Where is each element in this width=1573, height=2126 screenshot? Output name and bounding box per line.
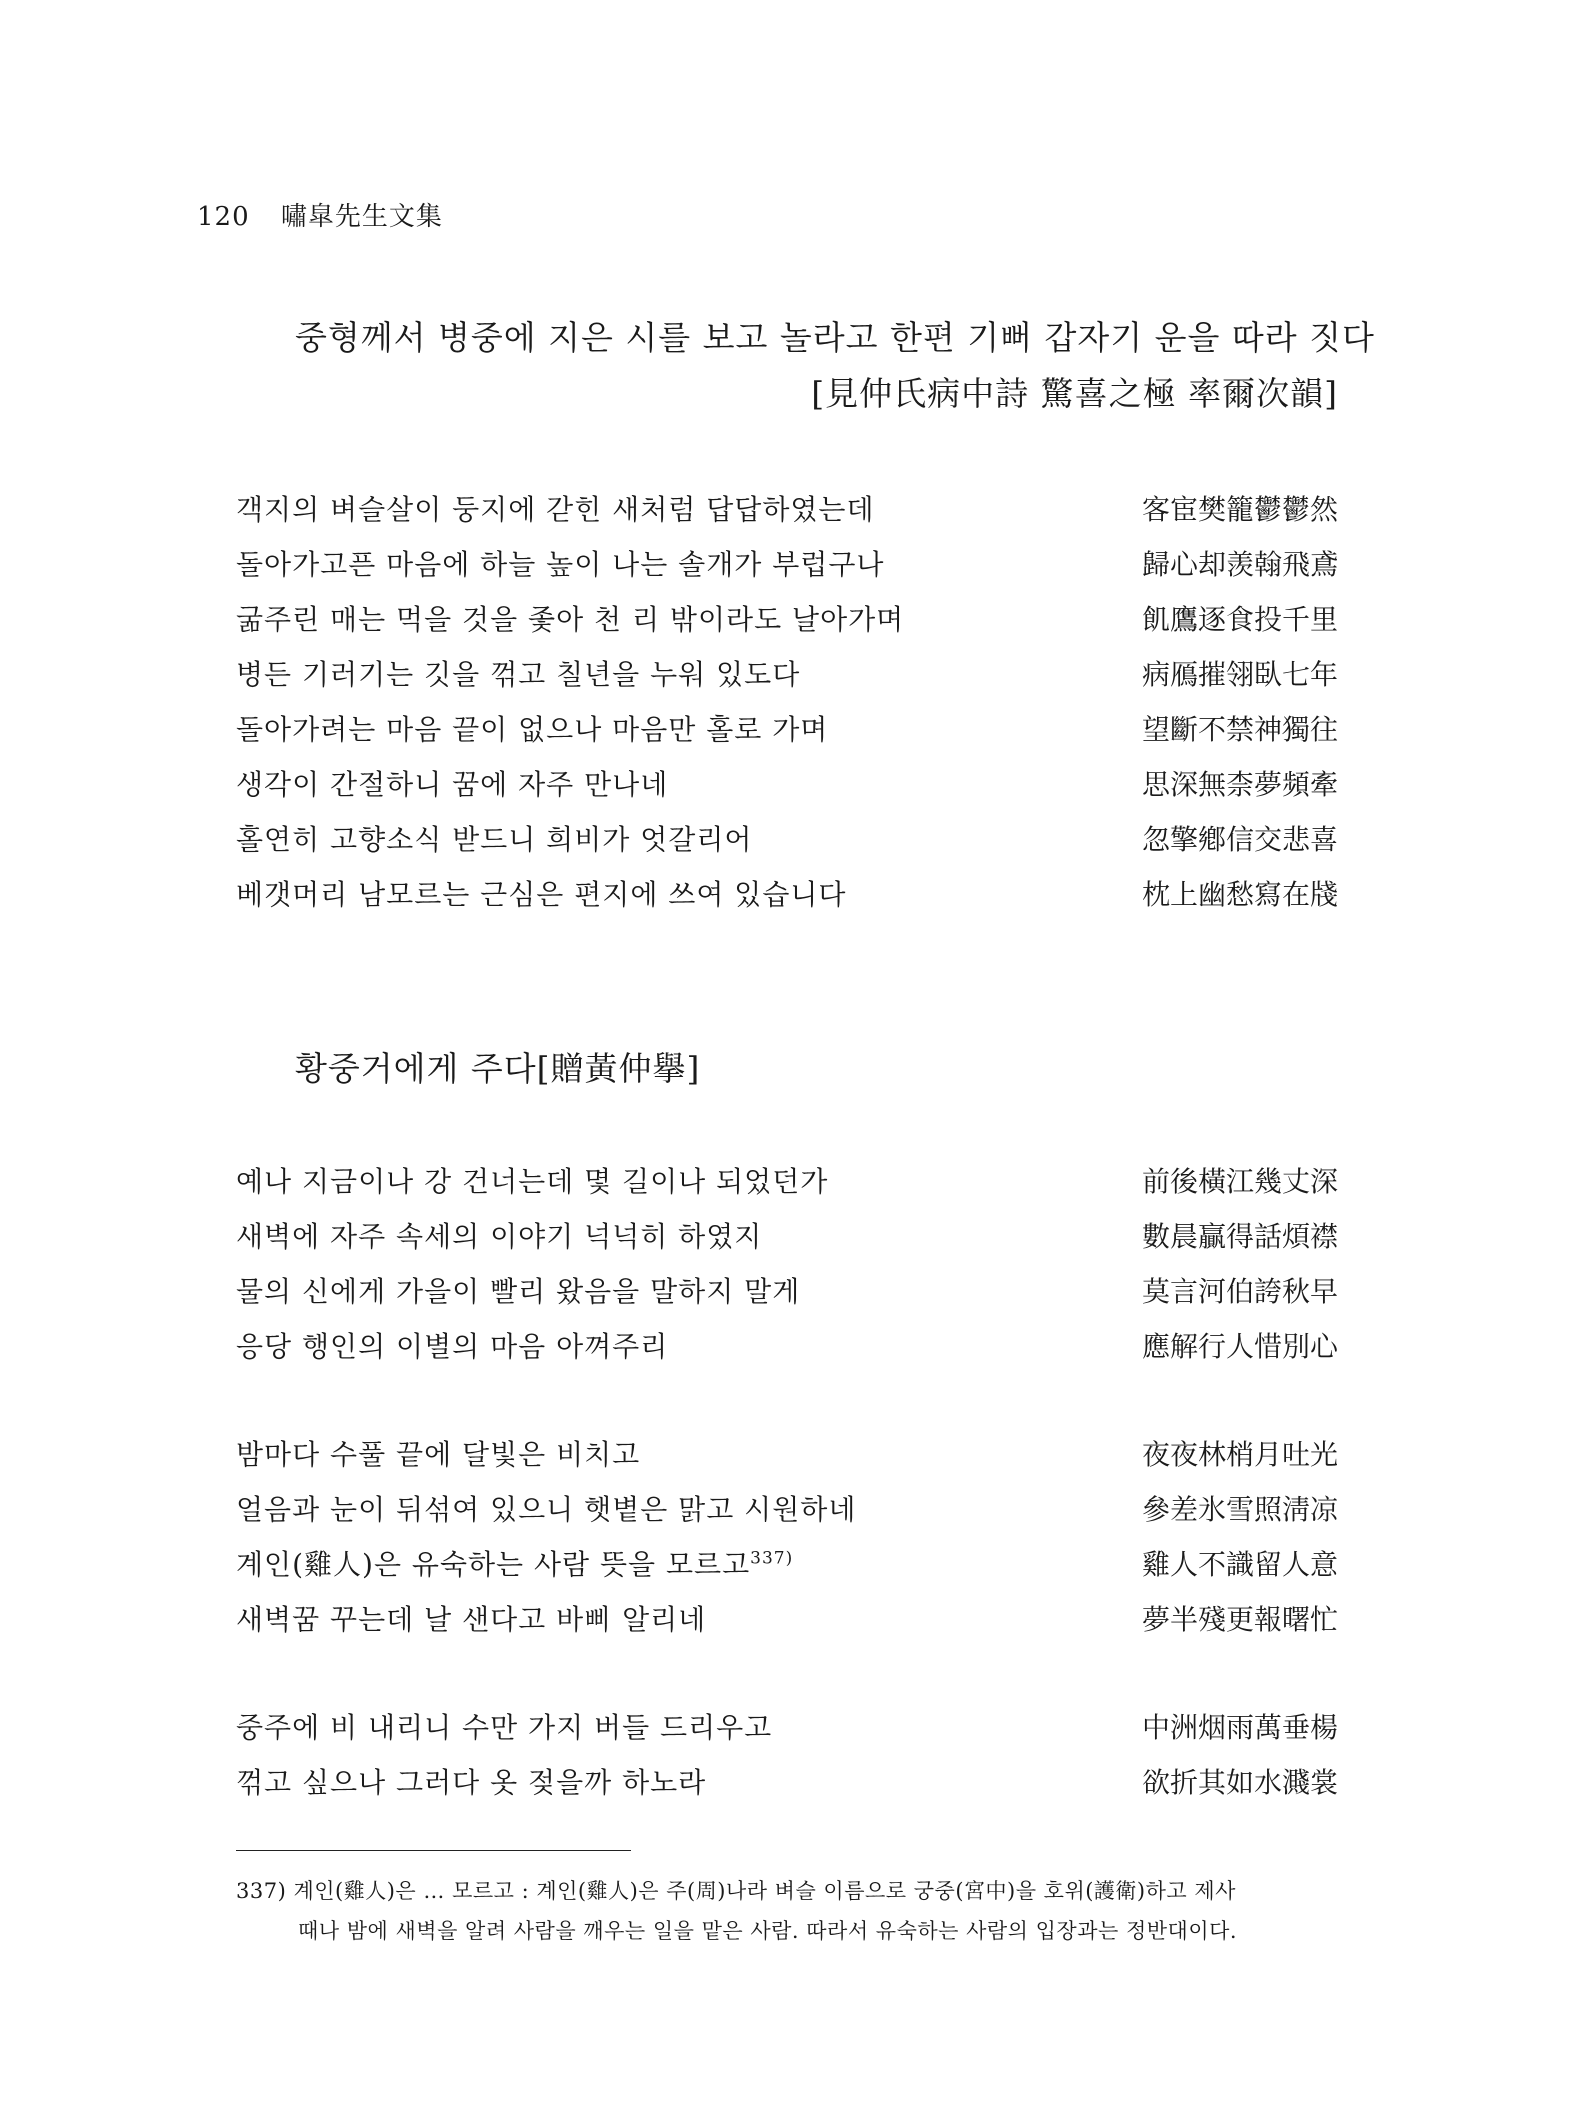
line-korean: 예나 지금이나 강 건너는데 몇 길이나 되었던가 bbox=[236, 1165, 829, 1198]
line-korean: 새벽꿈 꾸는데 날 샌다고 바삐 알리네 bbox=[236, 1603, 707, 1636]
poem-line bbox=[236, 1543, 1338, 1593]
footnote-text-1: 계인(雞人)은 … 모르고 : 계인(雞人)은 주(周)나라 벼슬 이름으로 궁중(宮中)을 호위(護衛)하고 제사 bbox=[293, 1879, 1236, 1903]
line-korean: 물의 신에게 가을이 빨리 왔음을 말하지 말게 bbox=[236, 1275, 801, 1308]
line-korean: 생각이 간절하니 꿈에 자주 만나네 bbox=[236, 768, 669, 801]
line-korean: 객지의 벼슬살이 둥지에 갇힌 새처럼 답답하였는데 bbox=[236, 493, 875, 526]
poem-line bbox=[236, 488, 1338, 538]
line-korean: 꺾고 싶으나 그러다 옷 젖을까 하노라 bbox=[236, 1766, 707, 1799]
line-chinese: 雞人不識留人意 bbox=[1141, 1548, 1338, 1581]
line-chinese: 客宦樊籠鬱鬱然 bbox=[1141, 493, 1338, 526]
poem-line bbox=[236, 708, 1338, 758]
footnote-number: 337) bbox=[236, 1879, 287, 1903]
line-korean: 베갯머리 남모르는 근심은 편지에 쓰여 있습니다 bbox=[236, 878, 847, 911]
footnote-line-1 bbox=[236, 1871, 1338, 1911]
poem-line bbox=[236, 1488, 1338, 1538]
line-korean: 병든 기러기는 깃을 꺾고 칠년을 누워 있도다 bbox=[236, 658, 801, 691]
poem-line bbox=[236, 1706, 1338, 1756]
footnote bbox=[236, 1871, 1338, 1951]
footnote-reference[interactable]: 337) bbox=[750, 1548, 794, 1569]
line-chinese: 歸心却羡翰飛鳶 bbox=[1141, 548, 1338, 581]
line-chinese: 數晨贏得話煩襟 bbox=[1141, 1220, 1338, 1253]
poem2-title: 황중거에게 주다[贈黃仲擧] bbox=[295, 1049, 701, 1088]
line-chinese: 忽擎鄕信交悲喜 bbox=[1141, 823, 1338, 856]
line-chinese: 夜夜林梢月吐光 bbox=[1141, 1438, 1338, 1471]
line-korean: 홀연히 고향소식 받드니 희비가 엇갈리어 bbox=[236, 823, 753, 856]
poem1-title-korean: 중형께서 병중에 지은 시를 보고 놀라고 한편 기뻐 갑자기 운을 따라 짓다 bbox=[295, 318, 1375, 357]
line-korean-text: 계인(雞人)은 유숙하는 사람 뜻을 모르고 bbox=[236, 1548, 751, 1581]
poem1-title-chinese: [見仲氏病中詩 驚喜之極 率爾次韻] bbox=[811, 374, 1338, 413]
page-number: 120 bbox=[197, 202, 250, 232]
line-chinese: 參差氷雪照淸凉 bbox=[1141, 1493, 1338, 1526]
poem-line bbox=[236, 1160, 1338, 1210]
line-chinese: 思深無柰夢頻牽 bbox=[1141, 768, 1338, 801]
poem-line bbox=[236, 763, 1338, 813]
line-chinese: 中洲烟雨萬垂楊 bbox=[1141, 1711, 1338, 1744]
line-korean: 중주에 비 내리니 수만 가지 버들 드리우고 bbox=[236, 1711, 773, 1744]
line-korean: 밤마다 수풀 끝에 달빛은 비치고 bbox=[236, 1438, 641, 1471]
line-korean: 응당 행인의 이별의 마음 아껴주리 bbox=[236, 1330, 669, 1363]
footnote-line-2: 때나 밤에 새벽을 알려 사람을 깨우는 일을 맡은 사람. 따라서 유숙하는 사람의 입장과는 정반대이다. bbox=[298, 1919, 1238, 1943]
poem-line bbox=[236, 1598, 1338, 1648]
line-chinese: 前後橫江幾丈深 bbox=[1141, 1165, 1338, 1198]
running-header bbox=[197, 196, 443, 233]
line-chinese: 欲折其如水濺裳 bbox=[1141, 1766, 1338, 1799]
line-chinese: 莫言河伯誇秋早 bbox=[1141, 1275, 1338, 1308]
line-korean: 굶주린 매는 먹을 것을 좇아 천 리 밖이라도 날아가며 bbox=[236, 603, 905, 636]
poem-line bbox=[236, 873, 1338, 923]
line-korean bbox=[236, 1543, 793, 1583]
poem-line bbox=[236, 1433, 1338, 1483]
book-title: 嘯皐先生文集 bbox=[280, 202, 443, 232]
line-korean: 돌아가려는 마음 끝이 없으나 마음만 홀로 가며 bbox=[236, 713, 829, 746]
line-chinese: 應解行人惜別心 bbox=[1141, 1330, 1338, 1363]
poem-line bbox=[236, 543, 1338, 593]
line-chinese: 飢鷹逐食投千里 bbox=[1141, 603, 1338, 636]
poem-line bbox=[236, 1761, 1338, 1811]
footnote-divider bbox=[236, 1850, 631, 1851]
line-chinese: 望斷不禁神獨往 bbox=[1141, 713, 1338, 746]
poem-line bbox=[236, 598, 1338, 648]
poem-line bbox=[236, 818, 1338, 868]
poem-line bbox=[236, 1215, 1338, 1265]
poem-line bbox=[236, 1325, 1338, 1375]
line-korean: 얼음과 눈이 뒤섞여 있으니 햇볕은 맑고 시원하네 bbox=[236, 1493, 857, 1526]
poem-line bbox=[236, 1270, 1338, 1320]
line-chinese: 病鴈摧翎臥七年 bbox=[1141, 658, 1338, 691]
line-chinese: 枕上幽愁寫在牋 bbox=[1141, 878, 1338, 911]
line-chinese: 夢半殘更報曙忙 bbox=[1141, 1603, 1338, 1636]
line-korean: 새벽에 자주 속세의 이야기 넉넉히 하였지 bbox=[236, 1220, 763, 1253]
line-korean: 돌아가고픈 마음에 하늘 높이 나는 솔개가 부럽구나 bbox=[236, 548, 885, 581]
poem-line bbox=[236, 653, 1338, 703]
